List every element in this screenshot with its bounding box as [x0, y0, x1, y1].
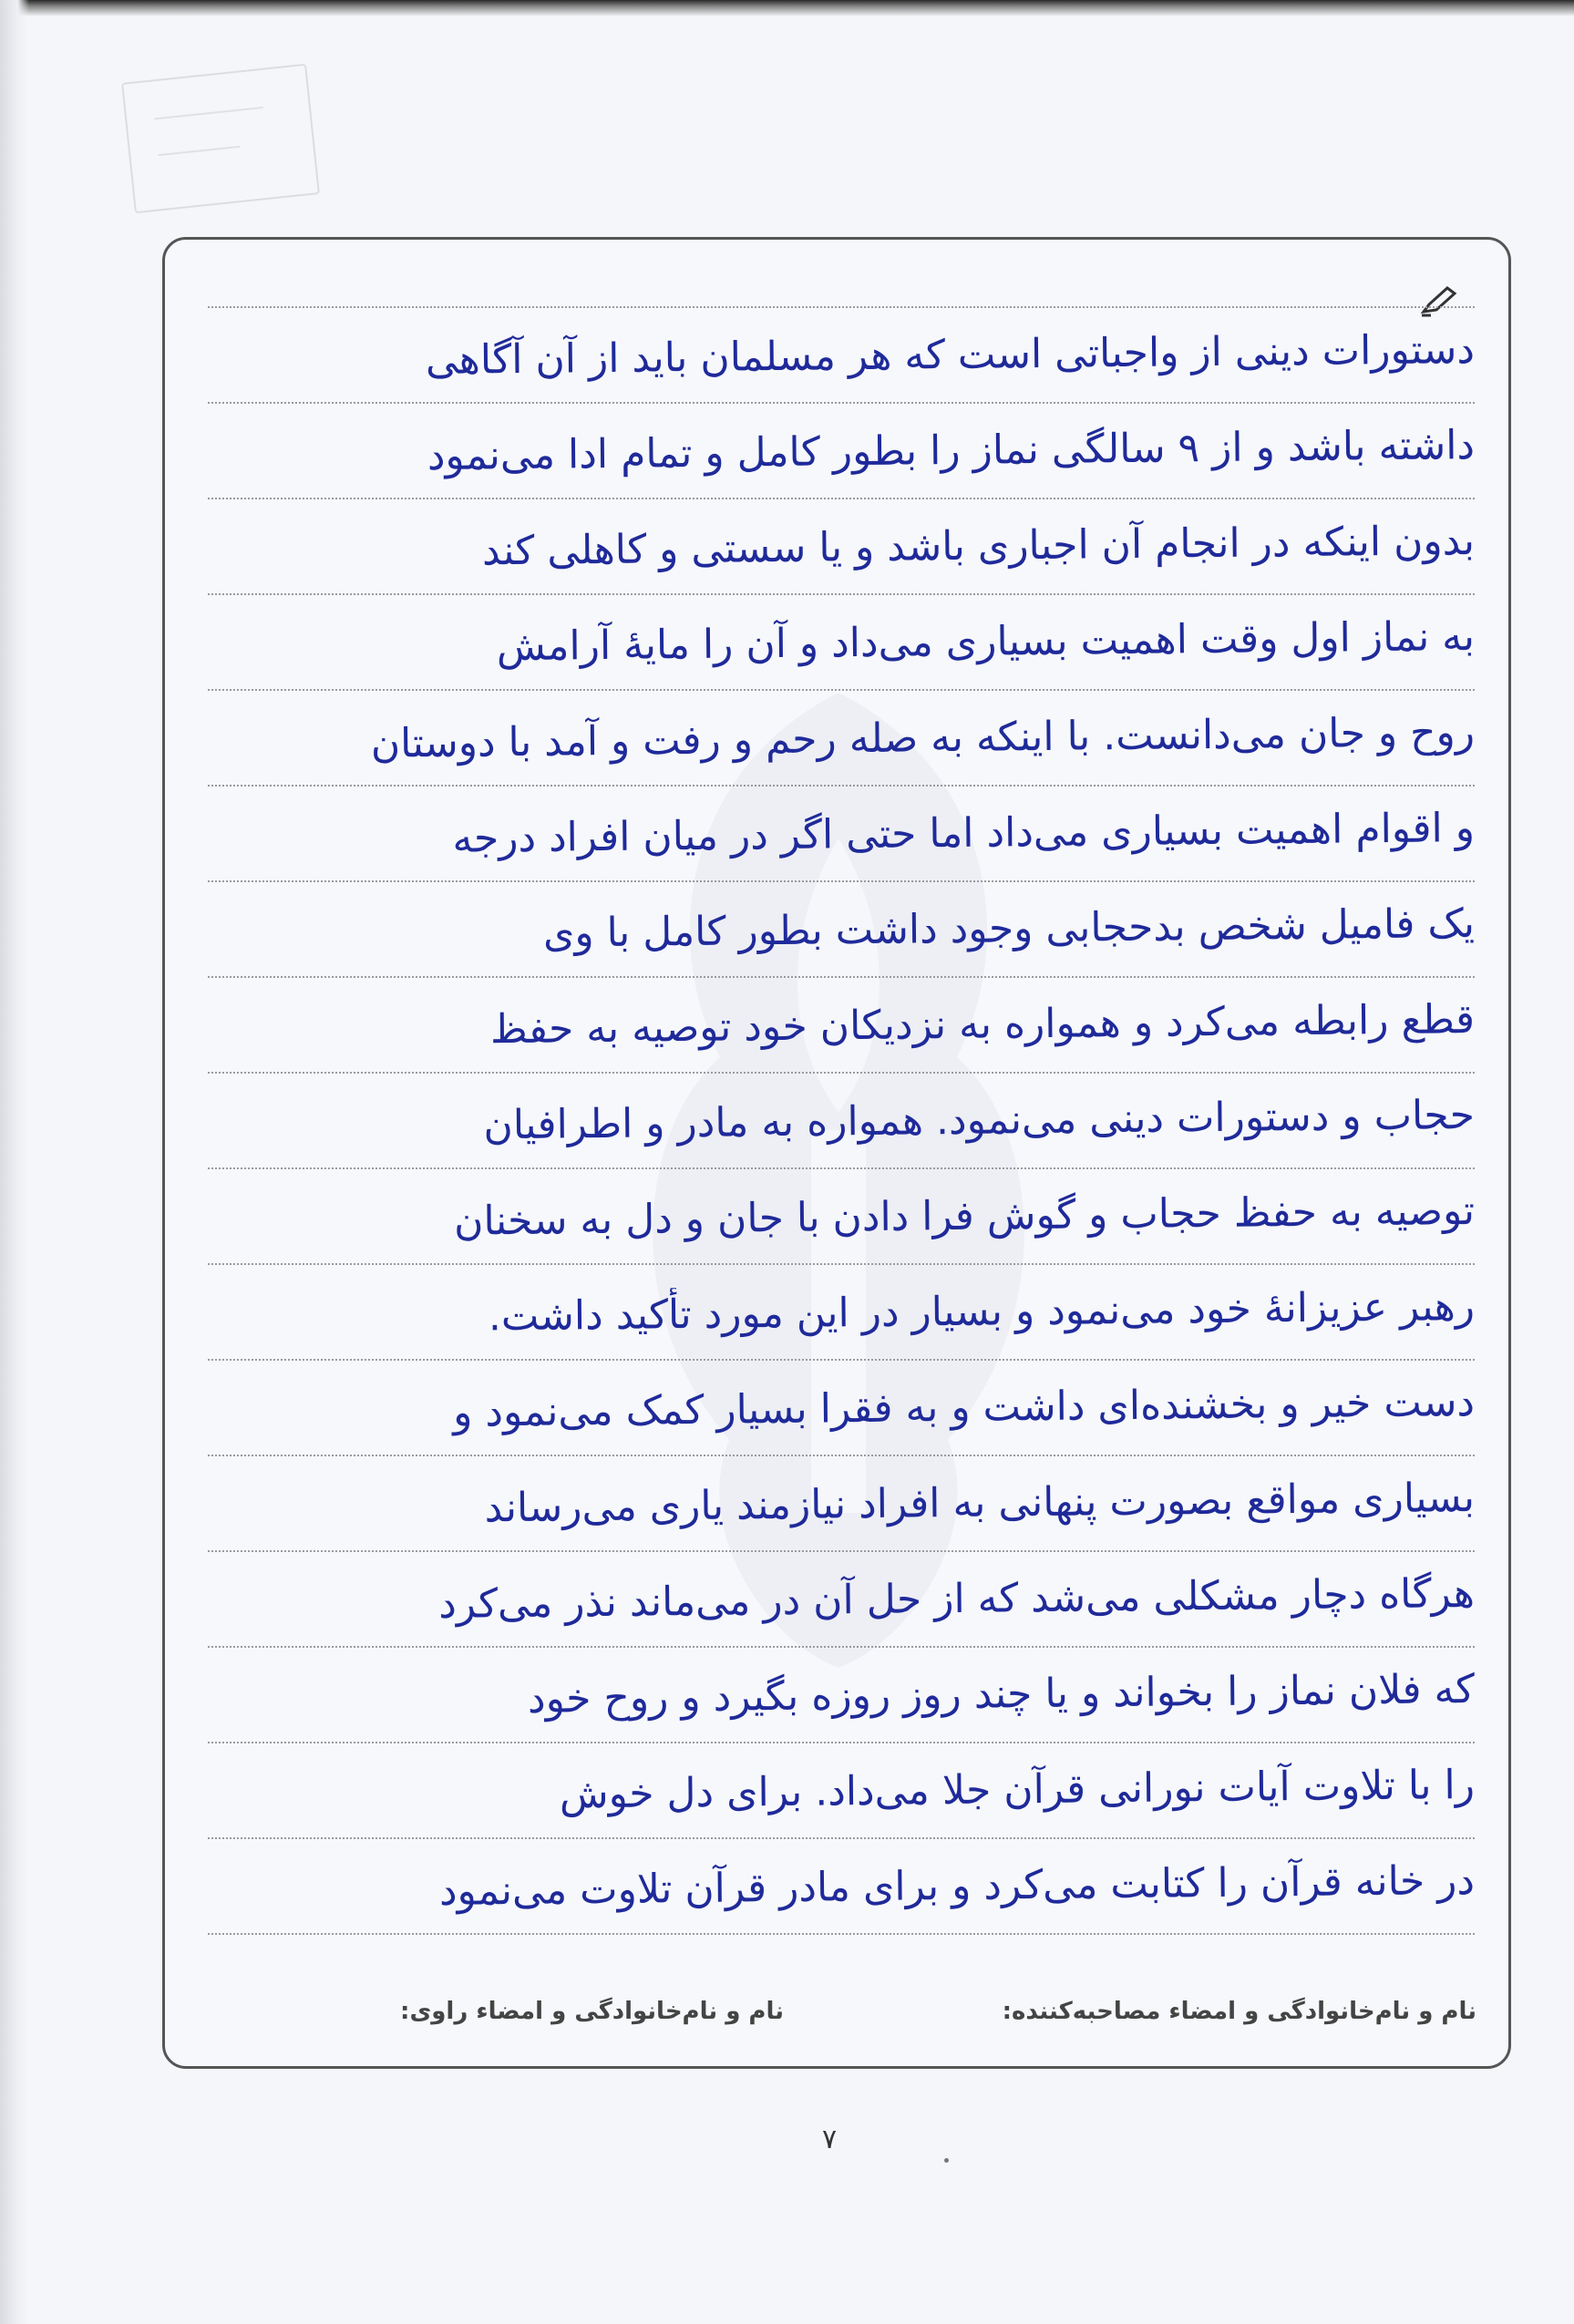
faded-stamp [121, 64, 320, 214]
scan-top-edge [0, 0, 1574, 16]
interviewer-signature-label: نام و نام‌خانوادگی و امضاء مصاحبه‌کننده: [1002, 1998, 1476, 2025]
scan-speck [944, 2158, 949, 2163]
ruled-line [208, 1455, 1475, 1456]
handwritten-line: به نماز اول وقت اهمیت بسیاری می‌داد و آن را مایهٔ آرامش [496, 613, 1476, 671]
ruled-line [208, 880, 1475, 882]
handwritten-line: داشته باشد و از ۹ سالگی نماز را بطور کامل و تمام ادا می‌نمود [427, 422, 1476, 480]
ruled-line [208, 1933, 1475, 1935]
ruled-line [208, 1359, 1475, 1361]
handwritten-line: بسیاری مواقع بصورت پنهانی به افراد نیازمند یاری می‌رساند [484, 1475, 1476, 1532]
ruled-line [208, 785, 1475, 787]
ruled-line [208, 1167, 1475, 1169]
handwritten-line: بدون اینکه در انجام آن اجباری باشد و یا سستی و کاهلی کند [481, 518, 1476, 575]
ruled-line [208, 593, 1475, 595]
scan-left-edge [0, 0, 29, 2324]
page-number: ۷ [821, 2123, 838, 2155]
handwritten-line: دست خیر و بخشنده‌ای داشت و به فقرا بسیار کمک می‌نمود و [452, 1379, 1476, 1436]
pen-writing-icon [1420, 284, 1460, 317]
handwritten-line: که فلان نماز را بخواند و یا چند روز روزه بگیرد و روح خود [527, 1666, 1476, 1722]
handwritten-line: و اقوام اهمیت بسیاری می‌داد اما حتی اگر در میان افراد درجه [452, 805, 1476, 862]
handwritten-line: در خانه قرآن را کتابت می‌کرد و برای مادر قرآن تلاوت می‌نمود [438, 1857, 1476, 1915]
ruled-line [208, 1646, 1475, 1648]
handwritten-line: قطع رابطه می‌کرد و همواره به نزدیکان خود توصیه به حفظ [489, 996, 1476, 1054]
ruled-line [208, 1072, 1475, 1074]
ruled-line [208, 306, 1475, 308]
ruled-line [208, 689, 1475, 691]
ruled-line [208, 1550, 1475, 1552]
ruled-line [208, 976, 1475, 978]
handwritten-line: دستورات دینی از واجباتی است که هر مسلمان باید از آن آگاهی [425, 326, 1476, 385]
handwritten-line: یک فامیل شخص بدحجابی وجود داشت بطور کامل با وی [542, 900, 1476, 957]
ruled-line [208, 1837, 1475, 1839]
handwritten-line: هرگاه دچار مشکلی می‌شد که از حل آن در می‌ماند نذر می‌کرد [437, 1570, 1476, 1628]
signature-footer [201, 1998, 1476, 2043]
handwritten-line: توصیه به حفظ حجاب و گوش فرا دادن با جان و دل به سخنان [453, 1188, 1476, 1245]
handwritten-line: حجاب و دستورات دینی می‌نمود. همواره به مادر و اطرافیان [483, 1092, 1476, 1149]
handwritten-line: روح و جان می‌دانست. با اینکه به صله رحم و رفت و آمد با دوستان [370, 709, 1476, 767]
ruled-line [208, 1742, 1475, 1743]
ruled-line [208, 1263, 1475, 1265]
ruled-line [208, 498, 1475, 499]
handwritten-line: را با تلاوت آیات نورانی قرآن جلا می‌داد. برای دل خوش [559, 1762, 1476, 1818]
ruled-line [208, 402, 1475, 404]
narrator-signature-label: نام و نام‌خانوادگی و امضاء راوی: [400, 1998, 784, 2025]
handwritten-line: رهبر عزیزانهٔ خود می‌نمود و بسیار در این مورد تأکید داشت. [488, 1283, 1476, 1341]
